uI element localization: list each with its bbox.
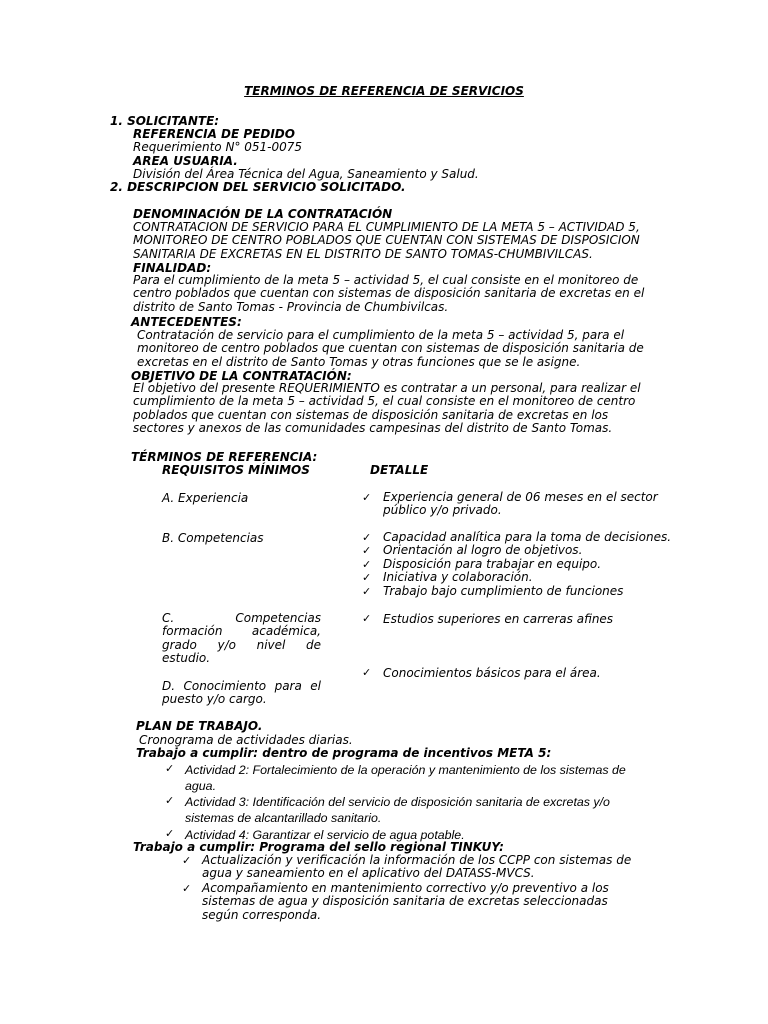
finalidad-text: Para el cumplimiento de la meta 5 – actividad 5, el cual consiste en el monitoreo de centro poblados que cuentan con sistemas de disposición sanitaria de excretas en el distrito de Santo Tomas - Provincia de Chumbivilcas. — [133, 273, 645, 314]
tinkuy-item: Actualización y verificación la información de los CCPP con sistemas de agua y saneamiento en el aplicativo del DATASS-MVCS. — [202, 853, 632, 881]
check-icon: ✓ — [165, 827, 175, 840]
check-icon: ✓ — [362, 531, 372, 544]
requisito-experiencia: A. Experiencia — [162, 491, 249, 505]
denominacion-label: DENOMINACIÓN DE LA CONTRATACIÓN — [133, 207, 393, 221]
cronograma-text: Cronograma de actividades diarias. — [139, 733, 353, 747]
terminos-heading: TÉRMINOS DE REFERENCIA: — [131, 450, 318, 464]
referencia-label: REFERENCIA DE PEDIDO — [133, 127, 295, 141]
check-icon: ✓ — [362, 585, 372, 598]
requisito-line: C. Competencias — [162, 611, 321, 625]
check-icon: ✓ — [165, 762, 175, 775]
objetivo-label: OBJETIVO DE LA CONTRATACIÓN: — [131, 369, 352, 383]
list-item: Iniciativa y colaboración. — [383, 570, 533, 585]
check-icon: ✓ — [362, 544, 372, 557]
list-item: Disposición para trabajar en equipo. — [383, 556, 602, 571]
plan-heading: PLAN DE TRABAJO. — [136, 719, 263, 733]
check-icon: ✓ — [362, 558, 372, 571]
area-usuaria-label: AREA USUARIA. — [133, 154, 238, 168]
section-2-heading: 2. DESCRIPCION DEL SERVICIO SOLICITADO. — [110, 180, 406, 194]
meta5-item: Actividad 4: Garantizar el servicio de agua potable. — [185, 828, 465, 842]
area-usuaria-value: División del Área Técnica del Agua, Saneamiento y Salud. — [133, 167, 479, 181]
meta5-label: Trabajo a cumplir: dentro de programa de incentivos META 5: — [136, 746, 552, 760]
detalle-column-header: DETALLE — [370, 463, 429, 477]
check-icon: ✓ — [182, 882, 192, 895]
check-icon: ✓ — [362, 666, 372, 679]
requisito-line: formación académica, — [162, 624, 321, 639]
requisito-line: estudio. — [162, 651, 211, 666]
antecedentes-label: ANTECEDENTES: — [131, 315, 242, 329]
document-title: TERMINOS DE REFERENCIA DE SERVICIOS — [244, 84, 524, 98]
detalle-experiencia: Experiencia general de 06 meses en el sector público y/o privado. — [383, 490, 658, 518]
check-icon: ✓ — [165, 794, 175, 807]
list-item: Orientación al logro de objetivos. — [383, 543, 583, 558]
antecedentes-text: Contratación de servicio para el cumplimiento de la meta 5 – actividad 5, para el monitoreo de centro poblados que cuentan con sistemas de disposición sanitaria de excretas en el distrito de Santo Tomas y otras funciones que se le asigne. — [137, 328, 644, 369]
requisitos-column-header: REQUISITOS MÍNIMOS — [162, 463, 310, 477]
check-icon: ✓ — [362, 571, 372, 584]
requisito-conocimiento — [162, 680, 321, 707]
tinkuy-label: Trabajo a cumplir: Programa del sello regional TINKUY: — [133, 840, 504, 854]
detalle-competencias — [383, 531, 685, 598]
referencia-value: Requerimiento N° 051-0075 — [133, 140, 303, 154]
requisito-competencias: B. Competencias — [162, 531, 264, 545]
meta5-item: Actividad 3: Identificación del servicio de disposición sanitaria de excretas y/o sistemas de alcantarillado sanitario. — [185, 795, 610, 825]
requisito-formacion — [162, 612, 321, 666]
requisito-line: D. Conocimiento para el — [162, 679, 321, 693]
requisito-line: puesto y/o cargo. — [162, 692, 267, 707]
section-1-heading: 1. SOLICITANTE: — [110, 114, 220, 128]
objetivo-text: El objetivo del presente REQUERIMIENTO es contratar a un personal, para realizar el cumplimiento de la meta 5 – actividad 5, el cual consiste en el monitoreo de centro poblados que cuentan con sistemas de disposición sanitaria de excretas en los sectores y anexos de las comunidades campesinas del distrito de Santo Tomas. — [133, 381, 641, 436]
list-item: Trabajo bajo cumplimiento de funciones — [383, 583, 624, 598]
requisito-line: grado y/o nivel de — [162, 637, 321, 652]
finalidad-label: FINALIDAD: — [133, 261, 212, 275]
tinkuy-item: Acompañamiento en mantenimiento correctivo y/o preventivo a los sistemas de agua y disposición sanitaria de excretas seleccionadas según corresponda. — [202, 881, 609, 922]
list-item: Capacidad analítica para la toma de decisiones. — [383, 530, 672, 544]
detalle-formacion: Estudios superiores en carreras afines — [383, 612, 614, 626]
check-icon: ✓ — [362, 491, 372, 504]
denominacion-text: CONTRATACION DE SERVICIO PARA EL CUMPLIMIENTO DE LA META 5 – ACTIVIDAD 5, MONITOREO DE CENTRO POBLADOS QUE CUENTAN CON SISTEMAS DE DISPOSICION SANITARIA DE EXCRETAS EN EL DISTRITO DE SANTO TOMAS-CHUMBIVILCAS. — [133, 220, 640, 261]
meta5-item: Actividad 2: Fortalecimiento de la operación y mantenimiento de los sistemas de agua. — [185, 763, 626, 793]
detalle-conocimiento: Conocimientos básicos para el área. — [383, 666, 601, 680]
check-icon: ✓ — [182, 854, 192, 867]
check-icon: ✓ — [362, 612, 372, 625]
